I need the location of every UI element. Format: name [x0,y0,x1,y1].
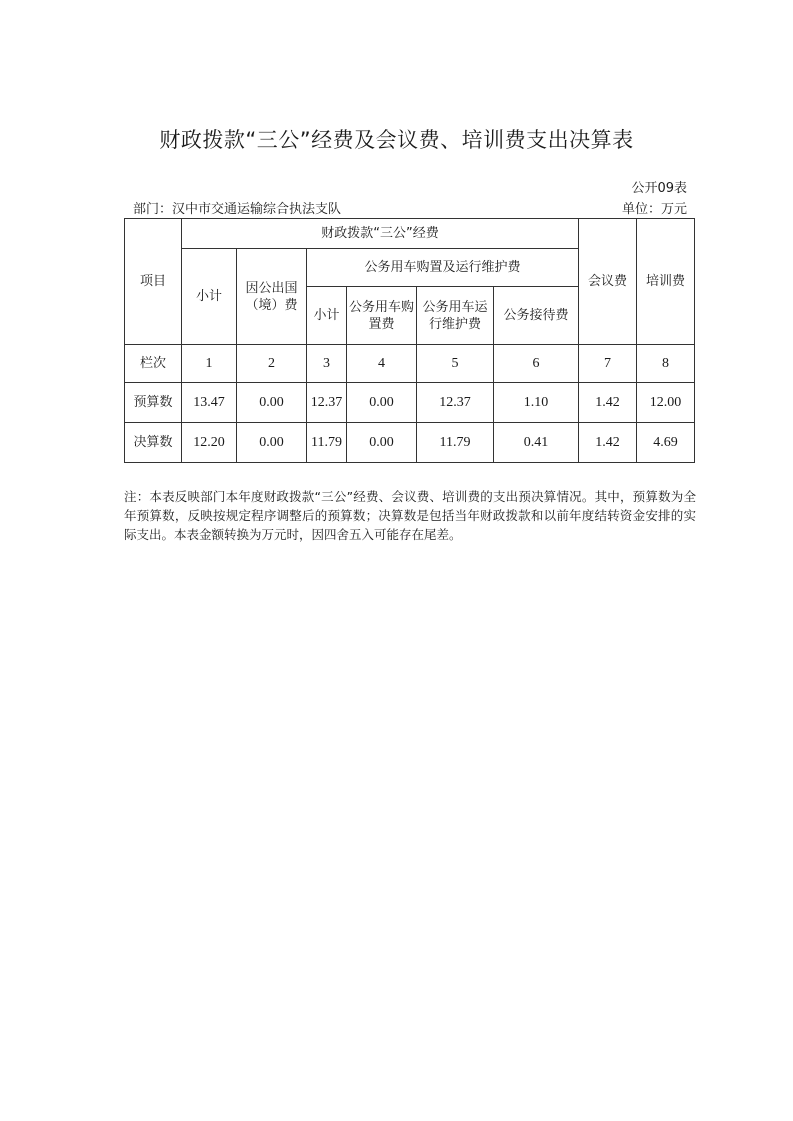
table-cell: 12.37 [417,383,494,423]
header-vehicle-subtotal: 小计 [307,287,347,345]
header-vehicle-purchase: 公务用车购置费 [347,287,417,345]
table-cell: 0.41 [494,423,579,463]
table-row [125,423,695,463]
footnote: 注：本表反映部门本年度财政拨款“三公”经费、会议费、培训费的支出预决算情况。其中，预算数为全年预算数，反映按规定程序调整后的预算数；决算数是包括当年财政拨款和以前年度结转资金安排的实际支出。本表金额转换为万元时，因四舍五入可能存在尾差。 [124,489,696,542]
header-vehicle-group: 公务用车购置及运行维护费 [307,249,579,287]
expenditure-table [124,218,695,463]
table-cell: 6 [494,345,579,383]
table-cell: 2 [237,345,307,383]
form-number: 公开09表 [631,181,687,196]
table-cell: 1.10 [494,383,579,423]
table-cell: 13.47 [182,383,237,423]
table-cell: 0.00 [237,383,307,423]
header-sangong-group: 财政拨款“三公”经费 [182,219,579,249]
table-cell: 11.79 [417,423,494,463]
table-cell: 12.00 [637,383,695,423]
table-cell: 4 [347,345,417,383]
header-reception: 公务接待费 [494,287,579,345]
row-label: 栏次 [125,345,182,383]
header-training: 培训费 [637,219,695,345]
table-row [125,345,695,383]
table-cell: 12.20 [182,423,237,463]
table-cell: 7 [579,345,637,383]
table-cell: 5 [417,345,494,383]
header-subtotal: 小计 [182,249,237,345]
page-title: 财政拨款“三公”经费及会议费、培训费支出决算表 [159,128,634,152]
table-cell: 1.42 [579,383,637,423]
header-meeting: 会议费 [579,219,637,345]
header-item: 项目 [125,219,182,345]
header-abroad: 因公出国（境）费 [237,249,307,345]
table-cell: 1 [182,345,237,383]
table-cell: 8 [637,345,695,383]
header-vehicle-maintenance: 公务用车运行维护费 [417,287,494,345]
table-cell: 12.37 [307,383,347,423]
table-cell: 3 [307,345,347,383]
table-cell: 1.42 [579,423,637,463]
row-label: 决算数 [125,423,182,463]
table-cell: 11.79 [307,423,347,463]
table-cell: 0.00 [237,423,307,463]
department-label: 部门：汉中市交通运输综合执法支队 [133,202,342,217]
table-cell: 0.00 [347,423,417,463]
table-row [125,383,695,423]
row-label: 预算数 [125,383,182,423]
table-cell: 4.69 [637,423,695,463]
table-cell: 0.00 [347,383,417,423]
unit-label: 单位：万元 [621,202,687,217]
